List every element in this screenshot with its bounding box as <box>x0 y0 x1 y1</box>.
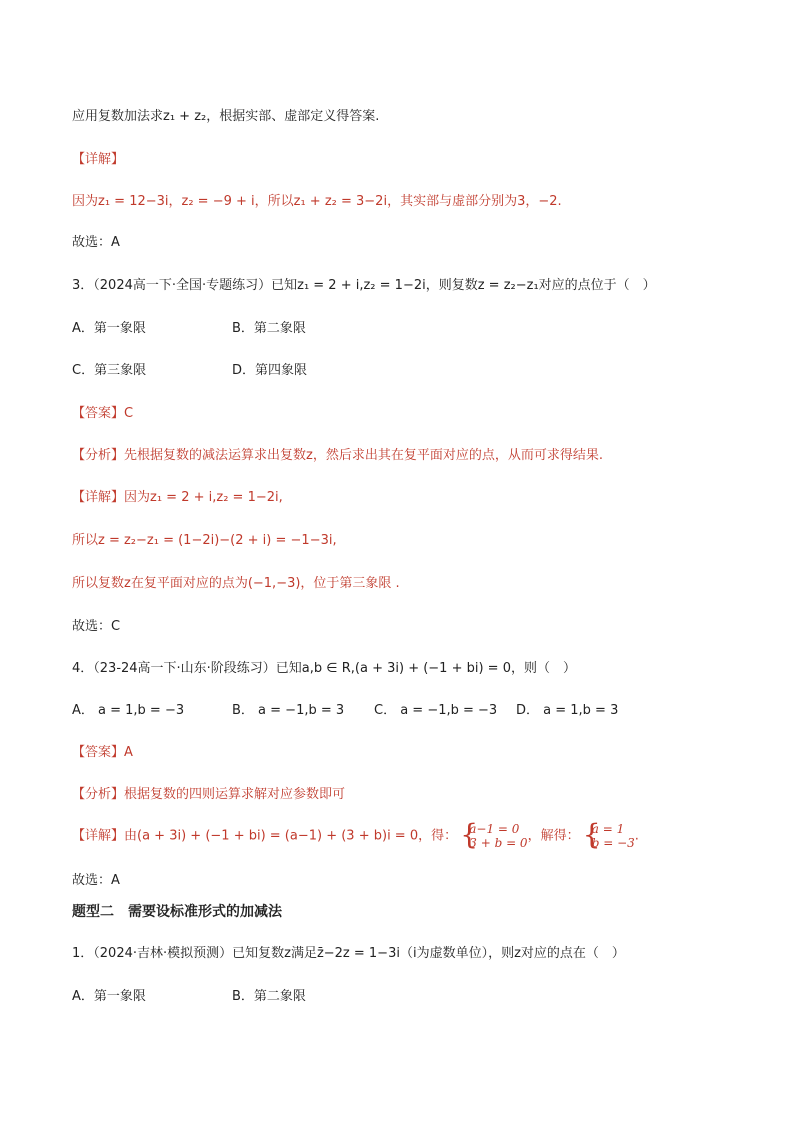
detail-label: 【详解】 <box>72 490 125 505</box>
choice-text: 故选：C <box>72 619 121 634</box>
detail-line <box>72 192 562 212</box>
option-label: A．第一象限 <box>72 321 146 336</box>
choice-line <box>72 871 120 891</box>
detail-text: 因为z₁ = 12−3i，z₂ = −9 + i，所以z₁ + z₂ = 3−2i，其实部与虚部分别为3，−2. <box>72 194 562 209</box>
detail-text: . <box>634 828 639 844</box>
question-3-stem <box>72 276 656 296</box>
choice-line <box>72 617 120 637</box>
option-d <box>232 361 307 381</box>
detail-text: 由(a + 3i) + (−1 + bi) = (a−1) + (3 + b)i = 0，得： <box>124 828 458 844</box>
option-label: C．第三象限 <box>72 363 147 378</box>
question-stem-text: 1．（2024·吉林·模拟预测）已知复数z满足z̄−2z = 1−3i（i为虚数单位），则z对应的点在（ ） <box>72 946 625 961</box>
option-b <box>232 987 306 1007</box>
detail-tag <box>72 150 124 170</box>
section-title: 题型二 需要设标准形式的加减法 <box>72 904 282 920</box>
system-row: 3 + b = 0 <box>469 836 528 850</box>
answer-text: 【答案】A <box>72 745 133 760</box>
option-label: B．第二象限 <box>232 321 306 336</box>
detail-line-1 <box>72 488 283 508</box>
detail-text: 所以复数z在复平面对应的点为(−1,−3)，位于第三象限 . <box>72 576 400 591</box>
detail-text: 因为z₁ = 2 + i,z₂ = 1−2i, <box>124 490 283 505</box>
option-b <box>232 701 344 721</box>
system-row: { a−1 = 0 <box>469 822 520 836</box>
equation-system-1 <box>461 822 527 850</box>
system-row: b = −3 <box>591 836 635 850</box>
answer-text: 【答案】C <box>72 406 134 421</box>
analysis-text: 应用复数加法求z₁ + z₂，根据实部、虚部定义得答案. <box>72 109 380 124</box>
option-a <box>72 319 146 339</box>
choice-text: 故选：A <box>72 235 120 250</box>
detail-text: ，解得： <box>527 828 580 844</box>
equation-system-2 <box>584 822 635 850</box>
option-label: D．第四象限 <box>232 363 308 378</box>
option-a <box>72 987 146 1007</box>
option-a <box>72 701 184 721</box>
analysis-line <box>72 446 603 466</box>
option-c <box>374 701 497 721</box>
option-d <box>516 701 618 721</box>
detail-label: 【详解】 <box>72 828 125 844</box>
choice-line <box>72 233 120 253</box>
analysis-text: 【分析】根据复数的四则运算求解对应参数即可 <box>72 787 346 802</box>
detail-line-3 <box>72 574 400 594</box>
option-label: C． a = −1,b = −3 <box>374 703 498 718</box>
option-label: D． a = 1,b = 3 <box>516 703 619 718</box>
question-4-stem <box>72 659 576 679</box>
answer-line <box>72 404 133 424</box>
analysis-line <box>72 785 345 805</box>
answer-line <box>72 743 133 763</box>
option-c <box>72 361 146 381</box>
option-label: A． a = 1,b = −3 <box>72 703 185 718</box>
detail-label: 【详解】 <box>72 152 125 167</box>
question-stem-text: 3．（2024高一下·全国·专题练习）已知z₁ = 2 + i,z₂ = 1−2i，则复数z = z₂−z₁对应的点位于（ ） <box>72 278 656 293</box>
analysis-text: 【分析】先根据复数的减法运算求出复数z，然后求出其在复平面对应的点，从而可求得结果. <box>72 448 603 463</box>
detail-line-2 <box>72 531 337 551</box>
option-b <box>232 319 306 339</box>
system-row: { a = 1 <box>591 822 625 836</box>
option-label: A．第一象限 <box>72 989 146 1004</box>
detail-text: 所以z = z₂−z₁ = (1−2i)−(2 + i) = −1−3i, <box>72 533 337 548</box>
question-1-stem <box>72 944 625 964</box>
option-label: B． a = −1,b = 3 <box>232 703 345 718</box>
question-stem-text: 4．（23-24高一下·山东·阶段练习）已知a,b ∈ R,(a + 3i) + (−1 + bi) = 0，则（ ） <box>72 661 576 676</box>
choice-text: 故选：A <box>72 873 120 888</box>
section-heading <box>72 902 282 922</box>
option-label: B．第二象限 <box>232 989 306 1004</box>
detail-line <box>72 822 639 851</box>
analysis-line <box>72 107 379 127</box>
